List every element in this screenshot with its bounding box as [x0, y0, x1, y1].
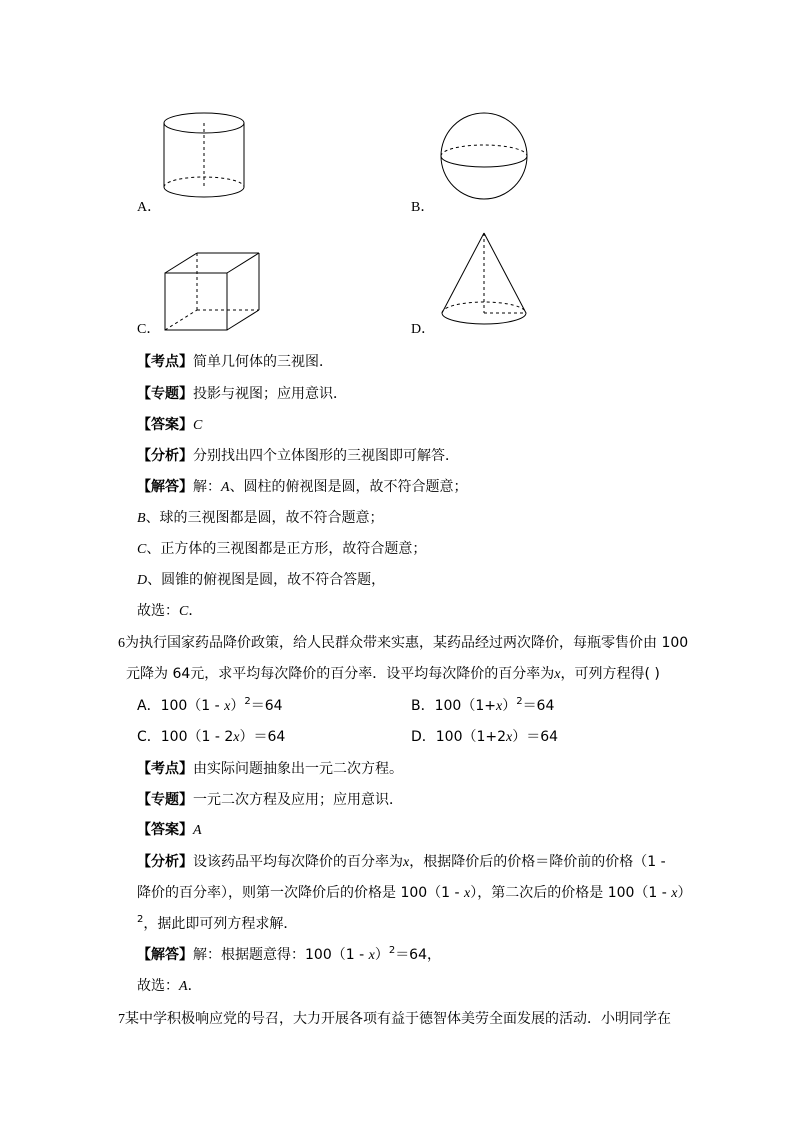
- opt-a-sup: 2: [244, 696, 251, 707]
- opt-b-var: x: [495, 699, 503, 714]
- choose-letter: C: [179, 604, 189, 619]
- opt-d-var: x: [506, 730, 513, 745]
- fenxi-text: 分别找出四个立体图形的三视图即可解答．: [193, 448, 459, 464]
- jieda-var: x: [368, 948, 375, 963]
- daan-tag: 【答案】: [137, 822, 193, 838]
- jieda-sup: 2: [388, 945, 396, 956]
- q7-stem-1: 某中学积极响应党的号召，大力开展各项有益于德智体美劳全面发展的活动．小明同学在: [125, 1011, 671, 1027]
- opt-b-sup: 2: [516, 696, 523, 707]
- q6-option-d: [411, 727, 558, 747]
- q6-daan: [137, 820, 202, 840]
- choose-post: ．: [188, 603, 203, 619]
- q6-stem-2-var: x: [554, 667, 561, 682]
- choose-pre: 故选：: [137, 978, 179, 994]
- c-text: 、正方体的三视图都是正方形，故符合题意；: [146, 541, 427, 557]
- opt-a-post: ＝64: [250, 698, 283, 714]
- zhuanti-text: 一元二次方程及应用；应用意识．: [193, 792, 403, 808]
- jieda-pre: 解：: [193, 479, 221, 495]
- fenxi-l1-var: x: [403, 855, 410, 870]
- daan-text: A: [193, 823, 202, 838]
- fenxi-tag: 【分析】: [137, 448, 193, 464]
- q5-daan: [137, 415, 202, 435]
- zhuanti-tag: 【专题】: [137, 792, 193, 808]
- q7-number: 7: [118, 1012, 125, 1027]
- q6-fenxi-line1: [137, 852, 666, 872]
- kaodian-tag: 【考点】: [137, 354, 193, 370]
- q6-stem-line1: [118, 633, 688, 653]
- fenxi-l2-var2: x: [671, 886, 678, 901]
- jieda-post: ＝64，: [395, 947, 442, 963]
- d-letter: D: [137, 573, 148, 588]
- fenxi-tag: 【分析】: [137, 854, 193, 870]
- q6-fenxi-line2: [137, 883, 692, 903]
- opt-c-post: ）＝64: [239, 729, 286, 745]
- kaodian-text: 简单几何体的三视图．: [193, 354, 333, 370]
- option-b-label: B．: [411, 200, 435, 215]
- jieda-mid: ）: [374, 947, 389, 963]
- fenxi-l2-post: ）: [677, 885, 692, 901]
- b-letter: B: [137, 511, 146, 526]
- fenxi-l2-mid: ），第二次后的价格是 100（1 -: [470, 885, 672, 901]
- daan-tag: 【答案】: [137, 417, 193, 433]
- q6-option-c: [137, 727, 285, 747]
- q6-stem-2-pre: 元降为 64元，求平均每次降价的百分率．设平均每次降价的百分率为: [126, 666, 555, 682]
- q7-stem-line1: [118, 1009, 671, 1029]
- cone-figure: [435, 228, 535, 338]
- q6-stem-1: 为执行国家药品降价政策，给人民群众带来实惠，某药品经过两次降价，每瓶零售价由 100: [125, 635, 689, 651]
- q5-jieda: [137, 477, 468, 497]
- choose-letter: A: [179, 979, 188, 994]
- q5-choose: [137, 601, 202, 621]
- b-text: 、球的三视图都是圆，故不符合题意；: [145, 510, 384, 526]
- opt-a-mid: ）: [230, 698, 245, 714]
- q6-option-b: [411, 696, 554, 716]
- q5-c-line: [137, 539, 426, 559]
- zhuanti-text: 投影与视图；应用意识．: [193, 386, 347, 402]
- fenxi-l2-var1: x: [464, 886, 471, 901]
- jieda-a-text: 、圆柱的俯视图是圆，故不符合题意；: [229, 479, 468, 495]
- d-text: 、圆锥的俯视图是圆，故不符合答题，: [147, 572, 386, 588]
- option-d-label: D．: [411, 322, 436, 337]
- q5-zhuanti: [137, 384, 347, 404]
- choose-post: ．: [187, 978, 202, 994]
- q5-b-line: [137, 508, 384, 528]
- daan-text: C: [193, 418, 203, 433]
- q6-zhuanti: [137, 790, 403, 810]
- option-a-label: A．: [137, 200, 162, 215]
- kaodian-text: 由实际问题抽象出一元二次方程。: [193, 761, 403, 777]
- q5-d-line: [137, 570, 385, 590]
- q6-kaodian: [137, 759, 403, 779]
- zhuanti-tag: 【专题】: [137, 386, 193, 402]
- opt-b-mid: ）: [502, 698, 517, 714]
- kaodian-tag: 【考点】: [137, 761, 193, 777]
- fenxi-l1-pre: 设该药品平均每次降价的百分率为: [193, 854, 403, 870]
- opt-d-post: ）＝64: [512, 729, 559, 745]
- q6-stem-2-post: ，可列方程得( ): [560, 666, 660, 682]
- opt-b-post: ＝64: [522, 698, 555, 714]
- q6-choose: [137, 976, 202, 996]
- opt-a-var: x: [224, 699, 231, 714]
- cube-figure: [160, 248, 270, 338]
- fenxi-l1-post: ，根据降价后的价格＝降价前的价格（1 -: [409, 854, 666, 870]
- choose-pre: 故选：: [137, 603, 179, 619]
- q5-fenxi: [137, 446, 459, 466]
- opt-d-pre: D．100（1+2: [411, 729, 507, 745]
- jieda-tag: 【解答】: [137, 479, 193, 495]
- fenxi-l3-text: ，据此即可列方程求解．: [143, 916, 298, 932]
- opt-c-pre: C．100（1 - 2: [137, 729, 234, 745]
- q6-jieda: [137, 945, 441, 965]
- cylinder-figure: [155, 105, 255, 205]
- sphere-figure: [435, 108, 535, 208]
- q6-number: 6: [118, 636, 125, 651]
- opt-b-pre: B．100（1+: [411, 698, 496, 714]
- fenxi-l3-sup: 2: [137, 914, 144, 925]
- c-letter: C: [137, 542, 147, 557]
- q6-fenxi-line3: [137, 914, 297, 934]
- q6-stem-line2: [126, 664, 660, 684]
- opt-c-var: x: [233, 730, 240, 745]
- q5-kaodian: [137, 352, 333, 372]
- q6-option-a: [137, 696, 283, 716]
- opt-a-pre: A．100（1 -: [137, 698, 225, 714]
- jieda-pre: 解：根据题意得：100（1 -: [193, 947, 369, 963]
- option-c-label: C．: [137, 322, 161, 337]
- jieda-tag: 【解答】: [137, 947, 193, 963]
- fenxi-l2-pre: 降价的百分率），则第一次降价后的价格是 100（1 -: [137, 885, 465, 901]
- jieda-a-letter: A: [221, 480, 230, 495]
